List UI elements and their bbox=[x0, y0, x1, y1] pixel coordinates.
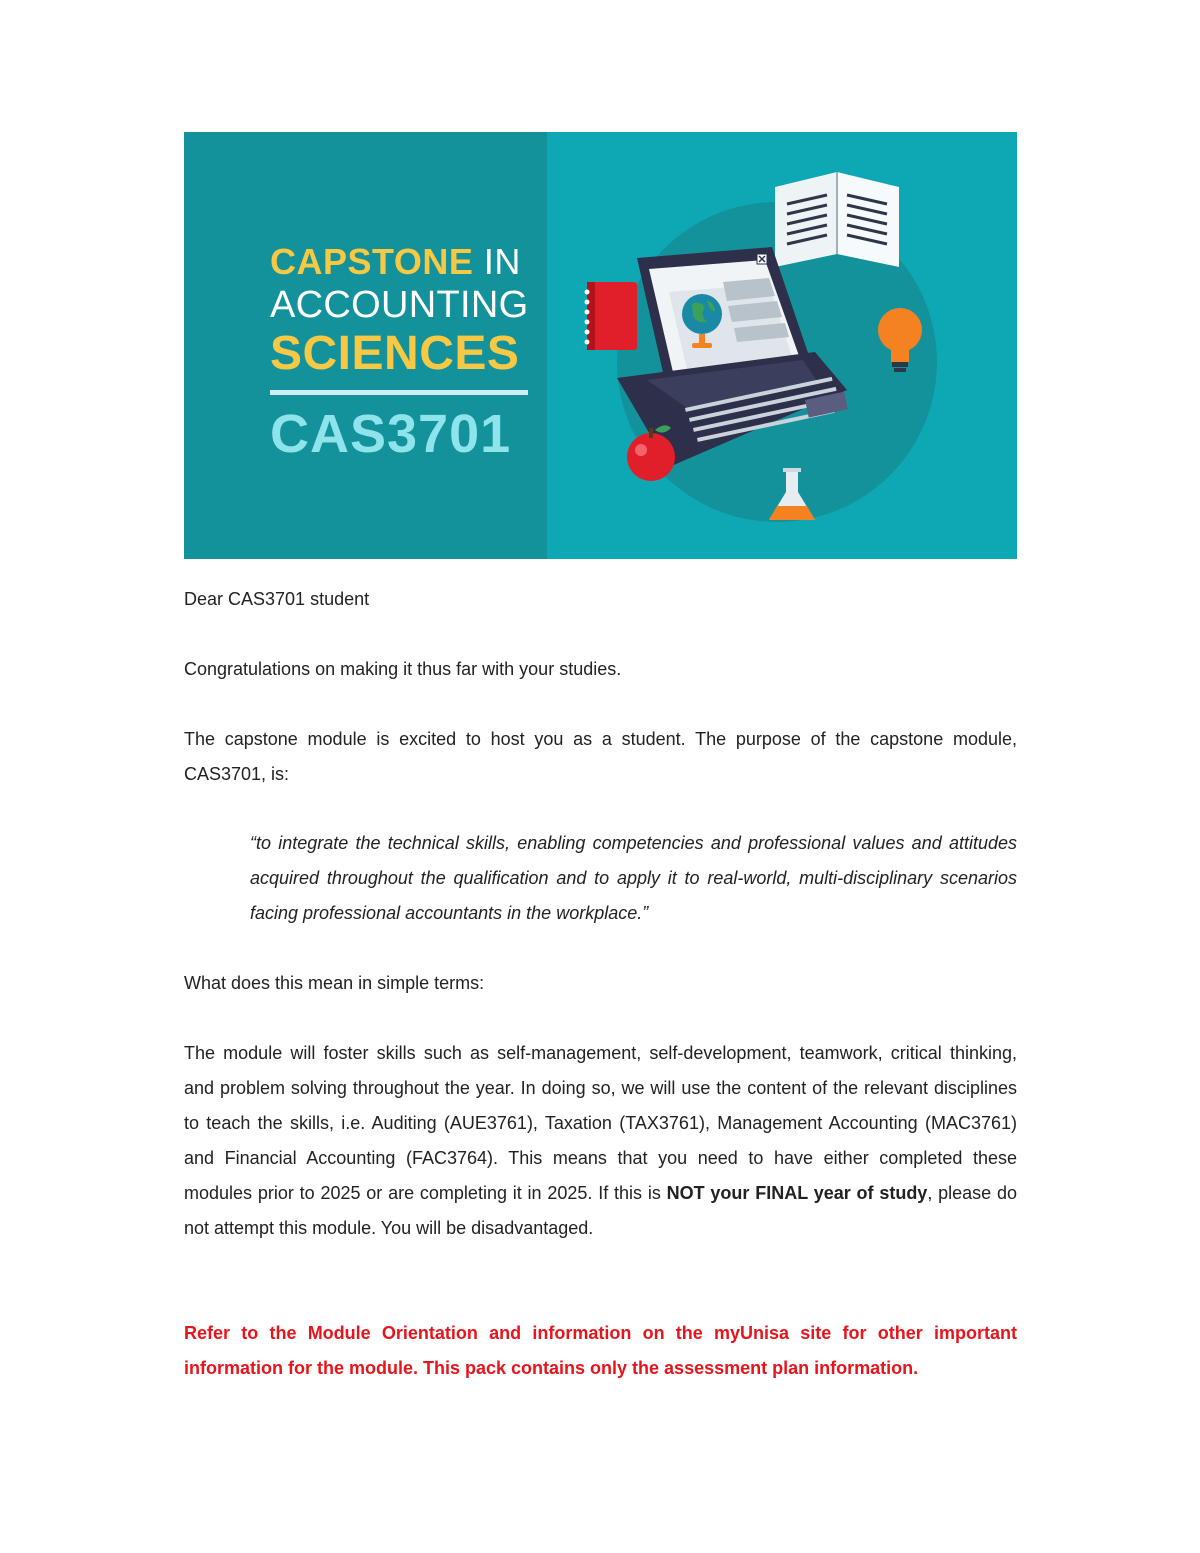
open-book-icon bbox=[775, 172, 899, 267]
banner-illustration bbox=[547, 132, 1017, 559]
intro-paragraph: The capstone module is excited to host you as a student. The purpose of the capstone module, CAS3701, is: bbox=[184, 729, 1017, 784]
banner-title-line3: SCIENCES bbox=[270, 327, 520, 380]
banner-title-line1 bbox=[270, 241, 540, 282]
banner-title-in: IN bbox=[483, 241, 521, 282]
simple-terms-heading: What does this mean in simple terms: bbox=[184, 973, 485, 993]
banner-title bbox=[270, 241, 540, 464]
banner-title-panel bbox=[184, 132, 547, 559]
congratulations-line: Congratulations on making it thus far with your studies. bbox=[184, 659, 622, 679]
greeting-line: Dear CAS3701 student bbox=[184, 589, 370, 609]
myunisa-notice: Refer to the Module Orientation and information on the myUnisa site for other important information for the module. This pack contains only the assessment plan information. bbox=[184, 1323, 1017, 1378]
module-description-paragraph bbox=[184, 1036, 1017, 1246]
banner-divider bbox=[270, 390, 528, 395]
module-description-text: The module will foster skills such as self-management, self-development, teamwork, critical thinking, and problem solving throughout the year. In doing so, we will use the content of the relevant disciplines to teach the skills, i.e. Auditing (AUE3761), Taxation (TAX3761), Management Accounting (MAC3761) and Financial Accounting (FAC3764). This means that you need to have either completed these modules prior to 2025 or are completing it in 2025. If this is bbox=[184, 1043, 1017, 1203]
module-description-text-end: , please do not attempt this module. You will be disadvantaged. bbox=[184, 1183, 1017, 1238]
capstone-banner bbox=[184, 132, 1017, 559]
banner-title-line2: ACCOUNTING bbox=[270, 284, 529, 326]
banner-module-code: CAS3701 bbox=[270, 404, 512, 464]
final-year-warning: NOT your FINAL year of study bbox=[666, 1183, 928, 1203]
purpose-quote: “to integrate the technical skills, enabling competencies and professional values and attitudes acquired throughout the qualification and to apply it to real-world, multi-disciplinary scenarios facing professional accountants in the workplace.” bbox=[250, 833, 1017, 923]
banner-title-capstone: CAPSTONE bbox=[270, 241, 474, 282]
notebook-icon bbox=[585, 282, 638, 350]
